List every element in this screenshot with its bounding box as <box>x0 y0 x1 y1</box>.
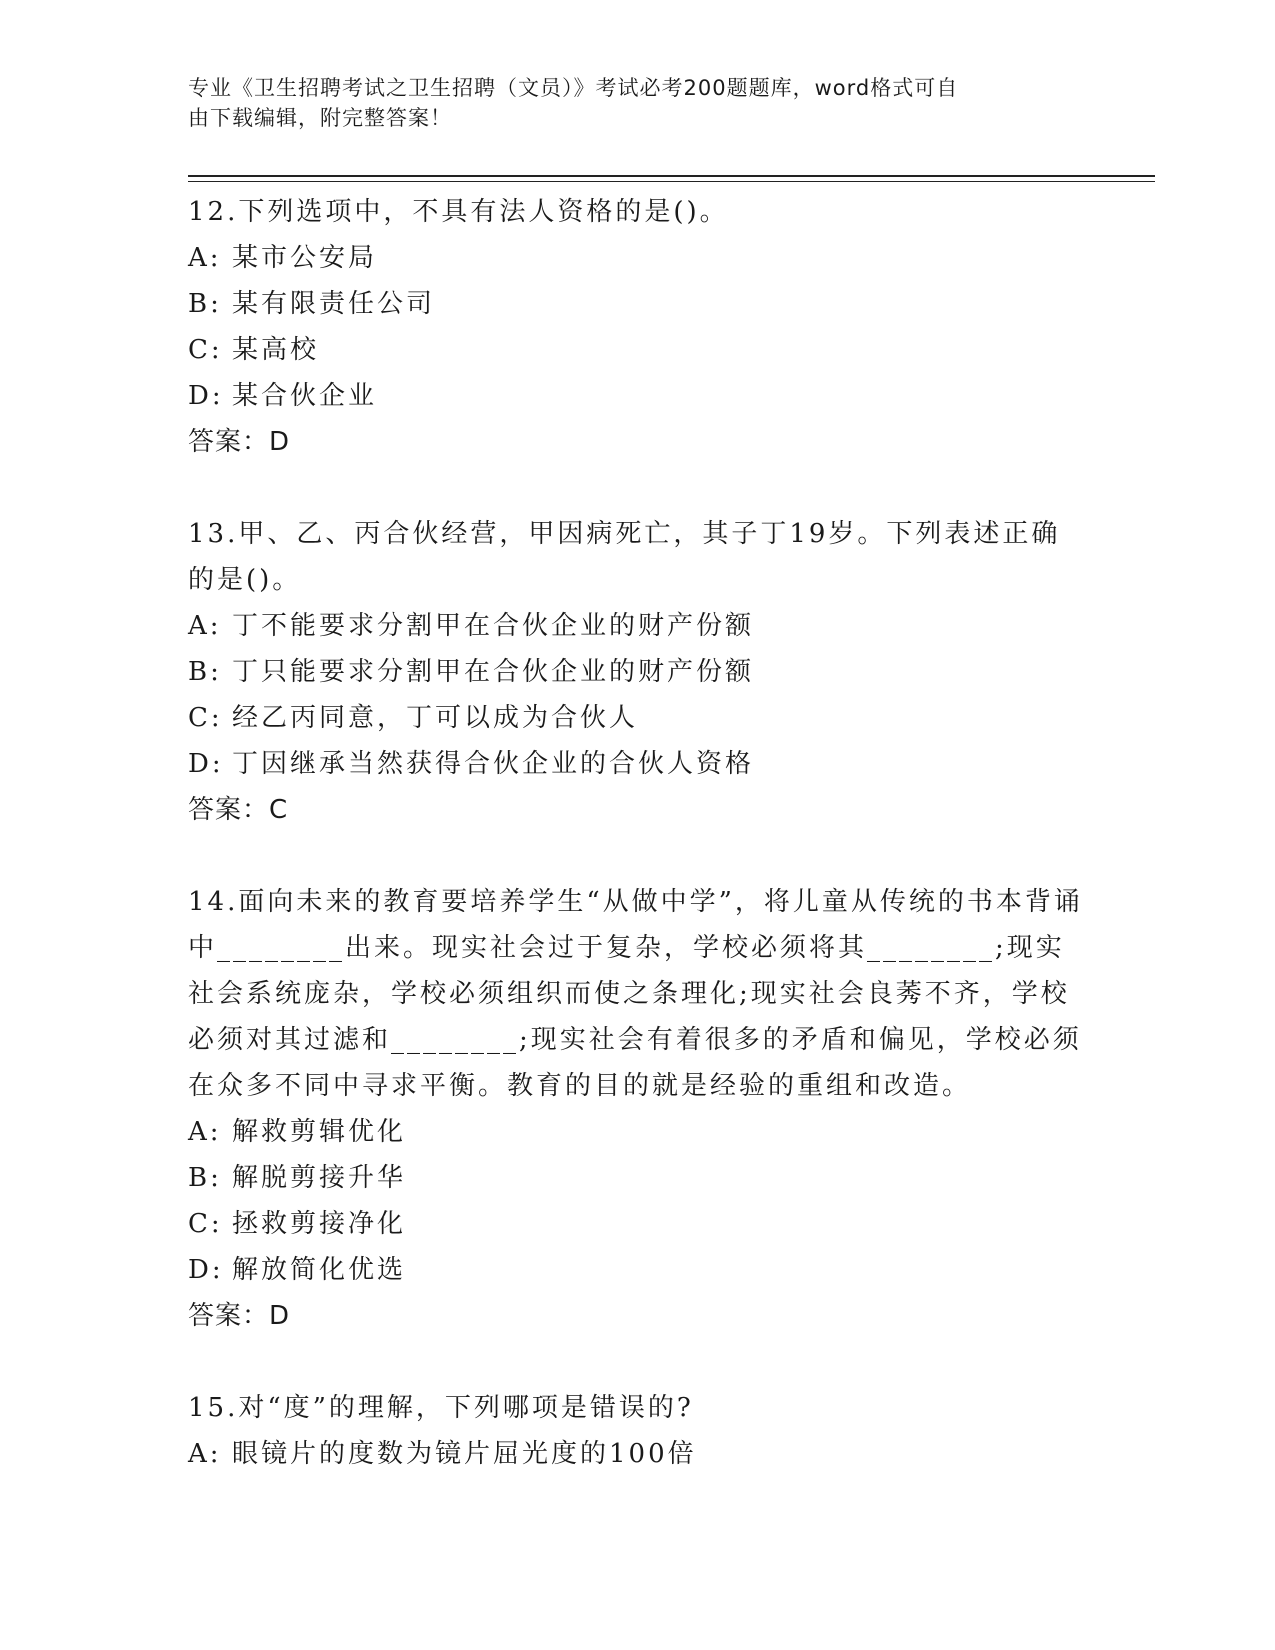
option-key: D: <box>188 749 224 779</box>
option-text: 眼镜片的度数为镜片屈光度的100倍 <box>232 1439 697 1469</box>
question-12 <box>188 189 1088 465</box>
option-c <box>188 1201 1088 1247</box>
header-line-2: 由下载编辑，附完整答案！ <box>188 106 452 130</box>
option-key: B: <box>188 289 222 319</box>
option-text: 某高校 <box>232 335 320 365</box>
option-d <box>188 1247 1088 1293</box>
question-spacer <box>188 1339 1088 1385</box>
option-text: 经乙丙同意，丁可以成为合伙人 <box>232 703 639 733</box>
question-spacer <box>188 833 1088 879</box>
header-divider-thick <box>188 175 1155 177</box>
question-list <box>188 189 1088 1477</box>
option-key: A: <box>188 611 222 641</box>
option-b <box>188 281 1088 327</box>
option-a <box>188 235 1088 281</box>
option-text: 丁只能要求分割甲在合伙企业的财产份额 <box>232 657 755 687</box>
option-c <box>188 695 1088 741</box>
question-text: 13.甲、乙、丙合伙经营，甲因病死亡，其子丁19岁。下列表述正确的是()。 <box>188 519 1061 595</box>
option-key: A: <box>188 1439 222 1469</box>
option-text: 解救剪辑优化 <box>232 1117 407 1147</box>
question-spacer <box>188 465 1088 511</box>
header-divider-thin <box>188 181 1155 182</box>
option-text: 某市公安局 <box>232 243 378 273</box>
option-b <box>188 1155 1088 1201</box>
option-text: 拯救剪接净化 <box>232 1209 407 1239</box>
answer-line: 答案：D <box>188 1301 291 1331</box>
option-text: 某有限责任公司 <box>232 289 436 319</box>
question-text: 14.面向未来的教育要培养学生“从做中学”，将儿童从传统的书本背诵中________出来。现实社会过于复杂，学校必须将其________;现实社会系统庞杂，学校必须组织而使之条理化;现实社会良莠不齐，学校必须对其过滤和________;现实社会有着很多的矛盾和偏见，学校必须在众多不同中寻求平衡。教育的目的就是经验的重组和改造。 <box>188 887 1083 1101</box>
option-key: D: <box>188 1255 224 1285</box>
option-text: 某合伙企业 <box>232 381 378 411</box>
option-text: 丁因继承当然获得合伙企业的合伙人资格 <box>232 749 755 779</box>
question-text: 12.下列选项中，不具有法人资格的是()。 <box>188 197 729 227</box>
option-text: 解脱剪接升华 <box>232 1163 407 1193</box>
option-key: D: <box>188 381 224 411</box>
document-header <box>188 73 1068 133</box>
option-d <box>188 373 1088 419</box>
option-text: 解放简化优选 <box>232 1255 407 1285</box>
option-key: C: <box>188 1209 223 1239</box>
option-a <box>188 1109 1088 1155</box>
header-line-1: 专业《卫生招聘考试之卫生招聘（文员）》考试必考200题题库，word格式可自 <box>188 76 959 100</box>
option-key: C: <box>188 335 223 365</box>
option-key: C: <box>188 703 223 733</box>
answer-line: 答案：D <box>188 427 291 457</box>
option-key: B: <box>188 1163 222 1193</box>
option-text: 丁不能要求分割甲在合伙企业的财产份额 <box>232 611 755 641</box>
option-c <box>188 327 1088 373</box>
option-a <box>188 1431 1088 1477</box>
option-b <box>188 649 1088 695</box>
answer-line: 答案：C <box>188 795 289 825</box>
question-13 <box>188 511 1088 833</box>
option-key: B: <box>188 657 222 687</box>
option-key: A: <box>188 243 222 273</box>
option-a <box>188 603 1088 649</box>
option-key: A: <box>188 1117 222 1147</box>
question-14 <box>188 879 1088 1339</box>
question-text: 15.对“度”的理解，下列哪项是错误的? <box>188 1393 694 1423</box>
question-15 <box>188 1385 1088 1477</box>
option-d <box>188 741 1088 787</box>
